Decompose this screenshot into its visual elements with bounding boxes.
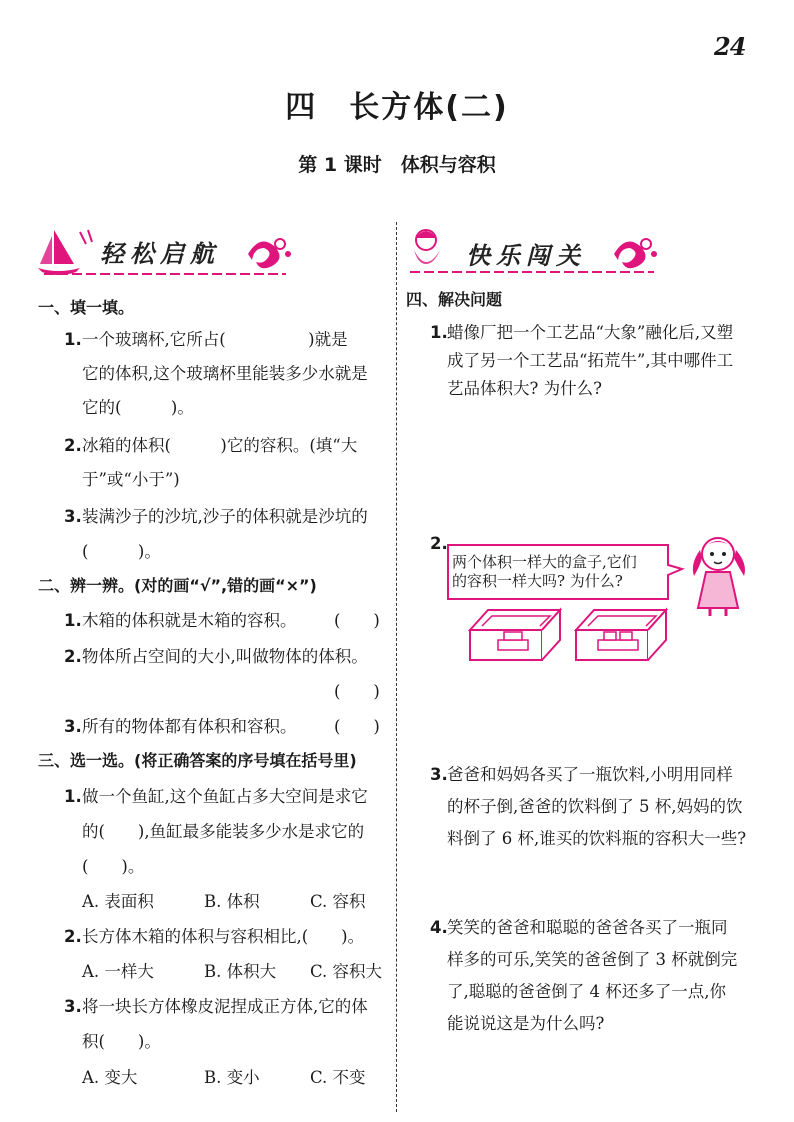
right-banner: [404, 224, 662, 280]
s2-q1-answer-paren: ( ): [334, 611, 380, 630]
column-divider: [396, 222, 397, 1112]
s4-q3-line3: 料倒了 6 杯,谁买的饮料瓶的容积大一些?: [447, 829, 747, 848]
s2-q1-number: 1.: [64, 611, 82, 630]
lesson-title: 第 1 课时 体积与容积: [298, 154, 496, 176]
box-illustration-2: [574, 606, 670, 664]
section-2-heading: 二、辨一辨。(对的画“√”,错的画“×”): [38, 576, 317, 595]
s4-q1-line1: 蜡像厂把一个工艺品“大象”融化后,又塑: [447, 323, 734, 342]
s4-q4-line3: 了,聪聪的爸爸倒了 4 杯还多了一点,你: [447, 982, 726, 1001]
section-3-heading: 三、选一选。(将正确答案的序号填在括号里): [38, 751, 357, 770]
left-banner: [36, 224, 298, 280]
s4-q1-number: 1.: [430, 323, 448, 342]
s3-q3-option-c: C. 不变: [310, 1068, 366, 1087]
s3-q1-number: 1.: [64, 787, 82, 806]
page-number: 24: [714, 32, 746, 61]
s3-q2-number: 2.: [64, 927, 82, 946]
s3-q1-line2: 的( ),鱼缸最多能装多少水是求它的: [82, 822, 365, 841]
s3-q2-line1: 长方体木箱的体积与容积相比,( )。: [82, 927, 365, 946]
s2-q3-answer-paren: ( ): [334, 717, 380, 736]
s1-q1-line2: 它的体积,这个玻璃杯里能装多少水就是: [82, 364, 368, 383]
s1-q3-line2: ( )。: [82, 542, 161, 561]
right-banner-title: 快乐闯关: [466, 241, 586, 270]
s1-q2-line1: 冰箱的体积( )它的容积。(填“大: [82, 436, 358, 455]
chapter-title: 四 长方体(二): [285, 90, 509, 125]
s2-q2-number: 2.: [64, 647, 82, 666]
s3-q3-number: 3.: [64, 997, 82, 1016]
s2-q3-number: 3.: [64, 717, 82, 736]
girl-illustration: [684, 530, 754, 618]
s3-q3-option-a: A. 变大: [82, 1068, 138, 1087]
s4-q1-line2: 成了另一个工艺品“拓荒牛”,其中哪件工: [447, 351, 734, 370]
box-illustration-1: [468, 606, 564, 664]
s1-q1-line3: 它的( )。: [82, 398, 194, 417]
s3-q1-line3: ( )。: [82, 857, 145, 876]
s2-q2-answer-paren: ( ): [334, 682, 380, 701]
bubble-line1: 两个体积一样大的盒子,它们: [452, 553, 637, 571]
s4-q2-number: 2.: [430, 534, 448, 553]
s1-q1-number: 1.: [64, 330, 82, 349]
s3-q1-line1: 做一个鱼缸,这个鱼缸占多大空间是求它: [82, 787, 368, 806]
bubble-line2: 的容积一样大吗? 为什么?: [452, 572, 623, 590]
section-4-heading: 四、解决问题: [406, 290, 503, 309]
section-1-heading: 一、填一填。: [38, 298, 135, 317]
s4-q4-line1: 笑笑的爸爸和聪聪的爸爸各买了一瓶同: [447, 918, 728, 937]
s3-q3-line1: 将一块长方体橡皮泥捏成正方体,它的体: [82, 997, 368, 1016]
s4-q4-line4: 能说说这是为什么吗?: [447, 1014, 605, 1033]
s3-q2-option-a: A. 一样大: [82, 962, 154, 981]
s1-q1-line1: 一个玻璃杯,它所占( )就是: [82, 330, 348, 349]
s2-q1-text: 木箱的体积就是木箱的容积。: [82, 611, 297, 630]
left-banner-title: 轻松启航: [100, 239, 220, 268]
s1-q3-number: 3.: [64, 507, 82, 526]
s4-q4-line2: 样多的可乐,笑笑的爸爸倒了 3 杯就倒完: [447, 950, 738, 969]
s2-q2-text: 物体所占空间的大小,叫做物体的体积。: [82, 647, 368, 666]
s3-q1-option-c: C. 容积: [310, 892, 366, 911]
s1-q3-line1: 装满沙子的沙坑,沙子的体积就是沙坑的: [82, 507, 368, 526]
s4-q3-line2: 的杯子倒,爸爸的饮料倒了 5 杯,妈妈的饮: [447, 797, 743, 816]
s1-q2-number: 2.: [64, 436, 82, 455]
s1-q2-line2: 于”或“小于”): [82, 470, 180, 489]
s3-q2-option-b: B. 体积大: [204, 962, 277, 981]
s4-q4-number: 4.: [430, 918, 448, 937]
s4-q3-line1: 爸爸和妈妈各买了一瓶饮料,小明用同样: [447, 765, 733, 784]
s3-q3-option-b: B. 变小: [204, 1068, 260, 1087]
s4-q3-number: 3.: [430, 765, 448, 784]
s4-q1-line3: 艺品体积大? 为什么?: [447, 379, 602, 398]
s3-q1-option-a: A. 表面积: [82, 892, 154, 911]
s3-q1-option-b: B. 体积: [204, 892, 260, 911]
s3-q2-option-c: C. 容积大: [310, 962, 383, 981]
s3-q3-line2: 积( )。: [82, 1032, 161, 1051]
s2-q3-text: 所有的物体都有体积和容积。: [82, 717, 297, 736]
